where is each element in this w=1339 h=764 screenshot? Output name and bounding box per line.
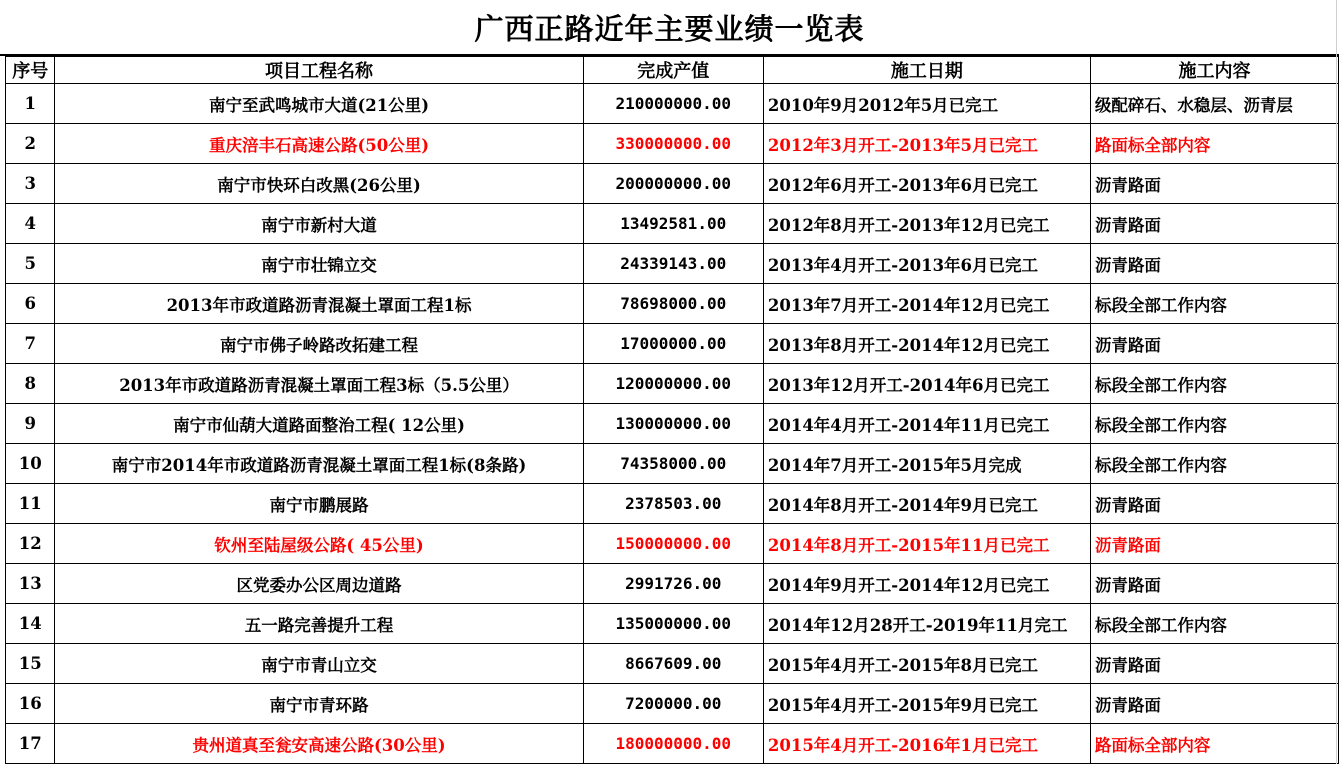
cell-no[interactable]: 12 [6, 524, 55, 564]
cell-date[interactable]: 2015年4月开工-2015年8月已完工 [763, 644, 1090, 684]
cell-content[interactable]: 沥青路面 [1090, 564, 1338, 604]
cell-content[interactable]: 沥青路面 [1090, 524, 1338, 564]
cell-value[interactable]: 330000000.00 [583, 124, 763, 164]
cell-value[interactable]: 74358000.00 [583, 444, 763, 484]
cell-value[interactable]: 17000000.00 [583, 324, 763, 364]
cell-value[interactable]: 180000000.00 [583, 724, 763, 764]
table-row [6, 644, 1339, 684]
cell-date[interactable]: 2014年9月开工-2014年12月已完工 [763, 564, 1090, 604]
table-row [6, 564, 1339, 604]
table-row [6, 324, 1339, 364]
cell-content[interactable]: 沥青路面 [1090, 204, 1338, 244]
cell-date[interactable]: 2014年7月开工-2015年5月完成 [763, 444, 1090, 484]
cell-value[interactable]: 135000000.00 [583, 604, 763, 644]
cell-project-name[interactable]: 南宁市新村大道 [55, 204, 583, 244]
table-row [6, 404, 1339, 444]
cell-value[interactable]: 150000000.00 [583, 524, 763, 564]
cell-date[interactable]: 2010年9月2012年5月已完工 [763, 84, 1090, 124]
cell-project-name[interactable]: 区党委办公区周边道路 [55, 564, 583, 604]
cell-content[interactable]: 沥青路面 [1090, 164, 1338, 204]
sheet-title: 广西正路近年主要业绩一览表 [474, 12, 865, 46]
cell-no[interactable]: 1 [6, 84, 55, 124]
header-cell-value[interactable]: 完成产值 [583, 57, 763, 84]
cell-content[interactable]: 路面标全部内容 [1090, 724, 1338, 764]
cell-project-name[interactable]: 五一路完善提升工程 [55, 604, 583, 644]
cell-project-name[interactable]: 南宁市壮锦立交 [55, 244, 583, 284]
cell-date[interactable]: 2015年4月开工-2015年9月已完工 [763, 684, 1090, 724]
table-row [6, 284, 1339, 324]
cell-value[interactable]: 210000000.00 [583, 84, 763, 124]
cell-date[interactable]: 2013年12月开工-2014年6月已完工 [763, 364, 1090, 404]
cell-content[interactable]: 沥青路面 [1090, 644, 1338, 684]
table-row [6, 684, 1339, 724]
cell-date[interactable]: 2014年4月开工-2014年11月已完工 [763, 404, 1090, 444]
cell-content[interactable]: 沥青路面 [1090, 324, 1338, 364]
table-row [6, 724, 1339, 764]
cell-project-name[interactable]: 重庆涪丰石高速公路(50公里) [55, 124, 583, 164]
header-row [6, 57, 1339, 84]
cell-no[interactable]: 14 [6, 604, 55, 644]
cell-no[interactable]: 7 [6, 324, 55, 364]
cell-no[interactable]: 5 [6, 244, 55, 284]
table-row [6, 604, 1339, 644]
cell-project-name[interactable]: 南宁市快环白改黑(26公里) [55, 164, 583, 204]
cell-content[interactable]: 标段全部工作内容 [1090, 604, 1338, 644]
table-row [6, 204, 1339, 244]
cell-value[interactable]: 7200000.00 [583, 684, 763, 724]
cell-content[interactable]: 路面标全部内容 [1090, 124, 1338, 164]
cell-project-name[interactable]: 南宁市鹏展路 [55, 484, 583, 524]
cell-project-name[interactable]: 南宁市青山立交 [55, 644, 583, 684]
cell-no[interactable]: 15 [6, 644, 55, 684]
cell-date[interactable]: 2014年12月28开工-2019年11月完工 [763, 604, 1090, 644]
cell-date[interactable]: 2012年6月开工-2013年6月已完工 [763, 164, 1090, 204]
cell-value[interactable]: 130000000.00 [583, 404, 763, 444]
header-cell-name[interactable]: 项目工程名称 [55, 57, 583, 84]
cell-no[interactable]: 2 [6, 124, 55, 164]
cell-no[interactable]: 4 [6, 204, 55, 244]
table-row [6, 124, 1339, 164]
table-row [6, 84, 1339, 124]
header-cell-content[interactable]: 施工内容 [1090, 57, 1338, 84]
cell-project-name[interactable]: 2013年市政道路沥青混凝土罩面工程3标（5.5公里） [55, 364, 583, 404]
cell-no[interactable]: 13 [6, 564, 55, 604]
cell-project-name[interactable]: 南宁市青环路 [55, 684, 583, 724]
cell-date[interactable]: 2012年3月开工-2013年5月已完工 [763, 124, 1090, 164]
cell-no[interactable]: 6 [6, 284, 55, 324]
cell-date[interactable]: 2014年8月开工-2015年11月已完工 [763, 524, 1090, 564]
cell-no[interactable]: 16 [6, 684, 55, 724]
performance-table [5, 56, 1339, 764]
header-cell-no[interactable]: 序号 [6, 57, 55, 84]
cell-no[interactable]: 10 [6, 444, 55, 484]
cell-project-name[interactable]: 钦州至陆屋级公路( 45公里) [55, 524, 583, 564]
cell-value[interactable]: 78698000.00 [583, 284, 763, 324]
cell-date[interactable]: 2013年8月开工-2014年12月已完工 [763, 324, 1090, 364]
cell-value[interactable]: 2991726.00 [583, 564, 763, 604]
table-row [6, 444, 1339, 484]
cell-date[interactable]: 2012年8月开工-2013年12月已完工 [763, 204, 1090, 244]
cell-date[interactable]: 2014年8月开工-2014年9月已完工 [763, 484, 1090, 524]
cell-project-name[interactable]: 南宁市佛子岭路改拓建工程 [55, 324, 583, 364]
cell-date[interactable]: 2013年4月开工-2013年6月已完工 [763, 244, 1090, 284]
cell-content[interactable]: 沥青路面 [1090, 244, 1338, 284]
cell-content[interactable]: 标段全部工作内容 [1090, 364, 1338, 404]
table-row [6, 484, 1339, 524]
cell-date[interactable]: 2013年7月开工-2014年12月已完工 [763, 284, 1090, 324]
table-row [6, 524, 1339, 564]
cell-content[interactable]: 级配碎石、水稳层、沥青层 [1090, 84, 1338, 124]
cell-content[interactable]: 沥青路面 [1090, 684, 1338, 724]
cell-value[interactable]: 120000000.00 [583, 364, 763, 404]
cell-project-name[interactable]: 贵州道真至瓮安高速公路(30公里) [55, 724, 583, 764]
cell-value[interactable]: 2378503.00 [583, 484, 763, 524]
cell-no[interactable]: 9 [6, 404, 55, 444]
cell-content[interactable]: 沥青路面 [1090, 484, 1338, 524]
cell-project-name[interactable]: 2013年市政道路沥青混凝土罩面工程1标 [55, 284, 583, 324]
cell-content[interactable]: 标段全部工作内容 [1090, 404, 1338, 444]
table-row [6, 364, 1339, 404]
cell-no[interactable]: 8 [6, 364, 55, 404]
cell-value[interactable]: 24339143.00 [583, 244, 763, 284]
cell-project-name[interactable]: 南宁市2014年市政道路沥青混凝土罩面工程1标(8条路) [55, 444, 583, 484]
table-row [6, 244, 1339, 284]
cell-value[interactable]: 8667609.00 [583, 644, 763, 684]
cell-project-name[interactable]: 南宁市仙葫大道路面整治工程( 12公里) [55, 404, 583, 444]
cell-no[interactable]: 17 [6, 724, 55, 764]
cell-content[interactable]: 标段全部工作内容 [1090, 444, 1338, 484]
cell-project-name[interactable]: 南宁至武鸣城市大道(21公里) [55, 84, 583, 124]
cell-no[interactable]: 11 [6, 484, 55, 524]
cell-date[interactable]: 2015年4月开工-2016年1月已完工 [763, 724, 1090, 764]
cell-value[interactable]: 13492581.00 [583, 204, 763, 244]
grid-edge [1336, 0, 1337, 764]
cell-value[interactable]: 200000000.00 [583, 164, 763, 204]
cell-content[interactable]: 标段全部工作内容 [1090, 284, 1338, 324]
table-row [6, 164, 1339, 204]
cell-no[interactable]: 3 [6, 164, 55, 204]
header-cell-date[interactable]: 施工日期 [763, 57, 1090, 84]
